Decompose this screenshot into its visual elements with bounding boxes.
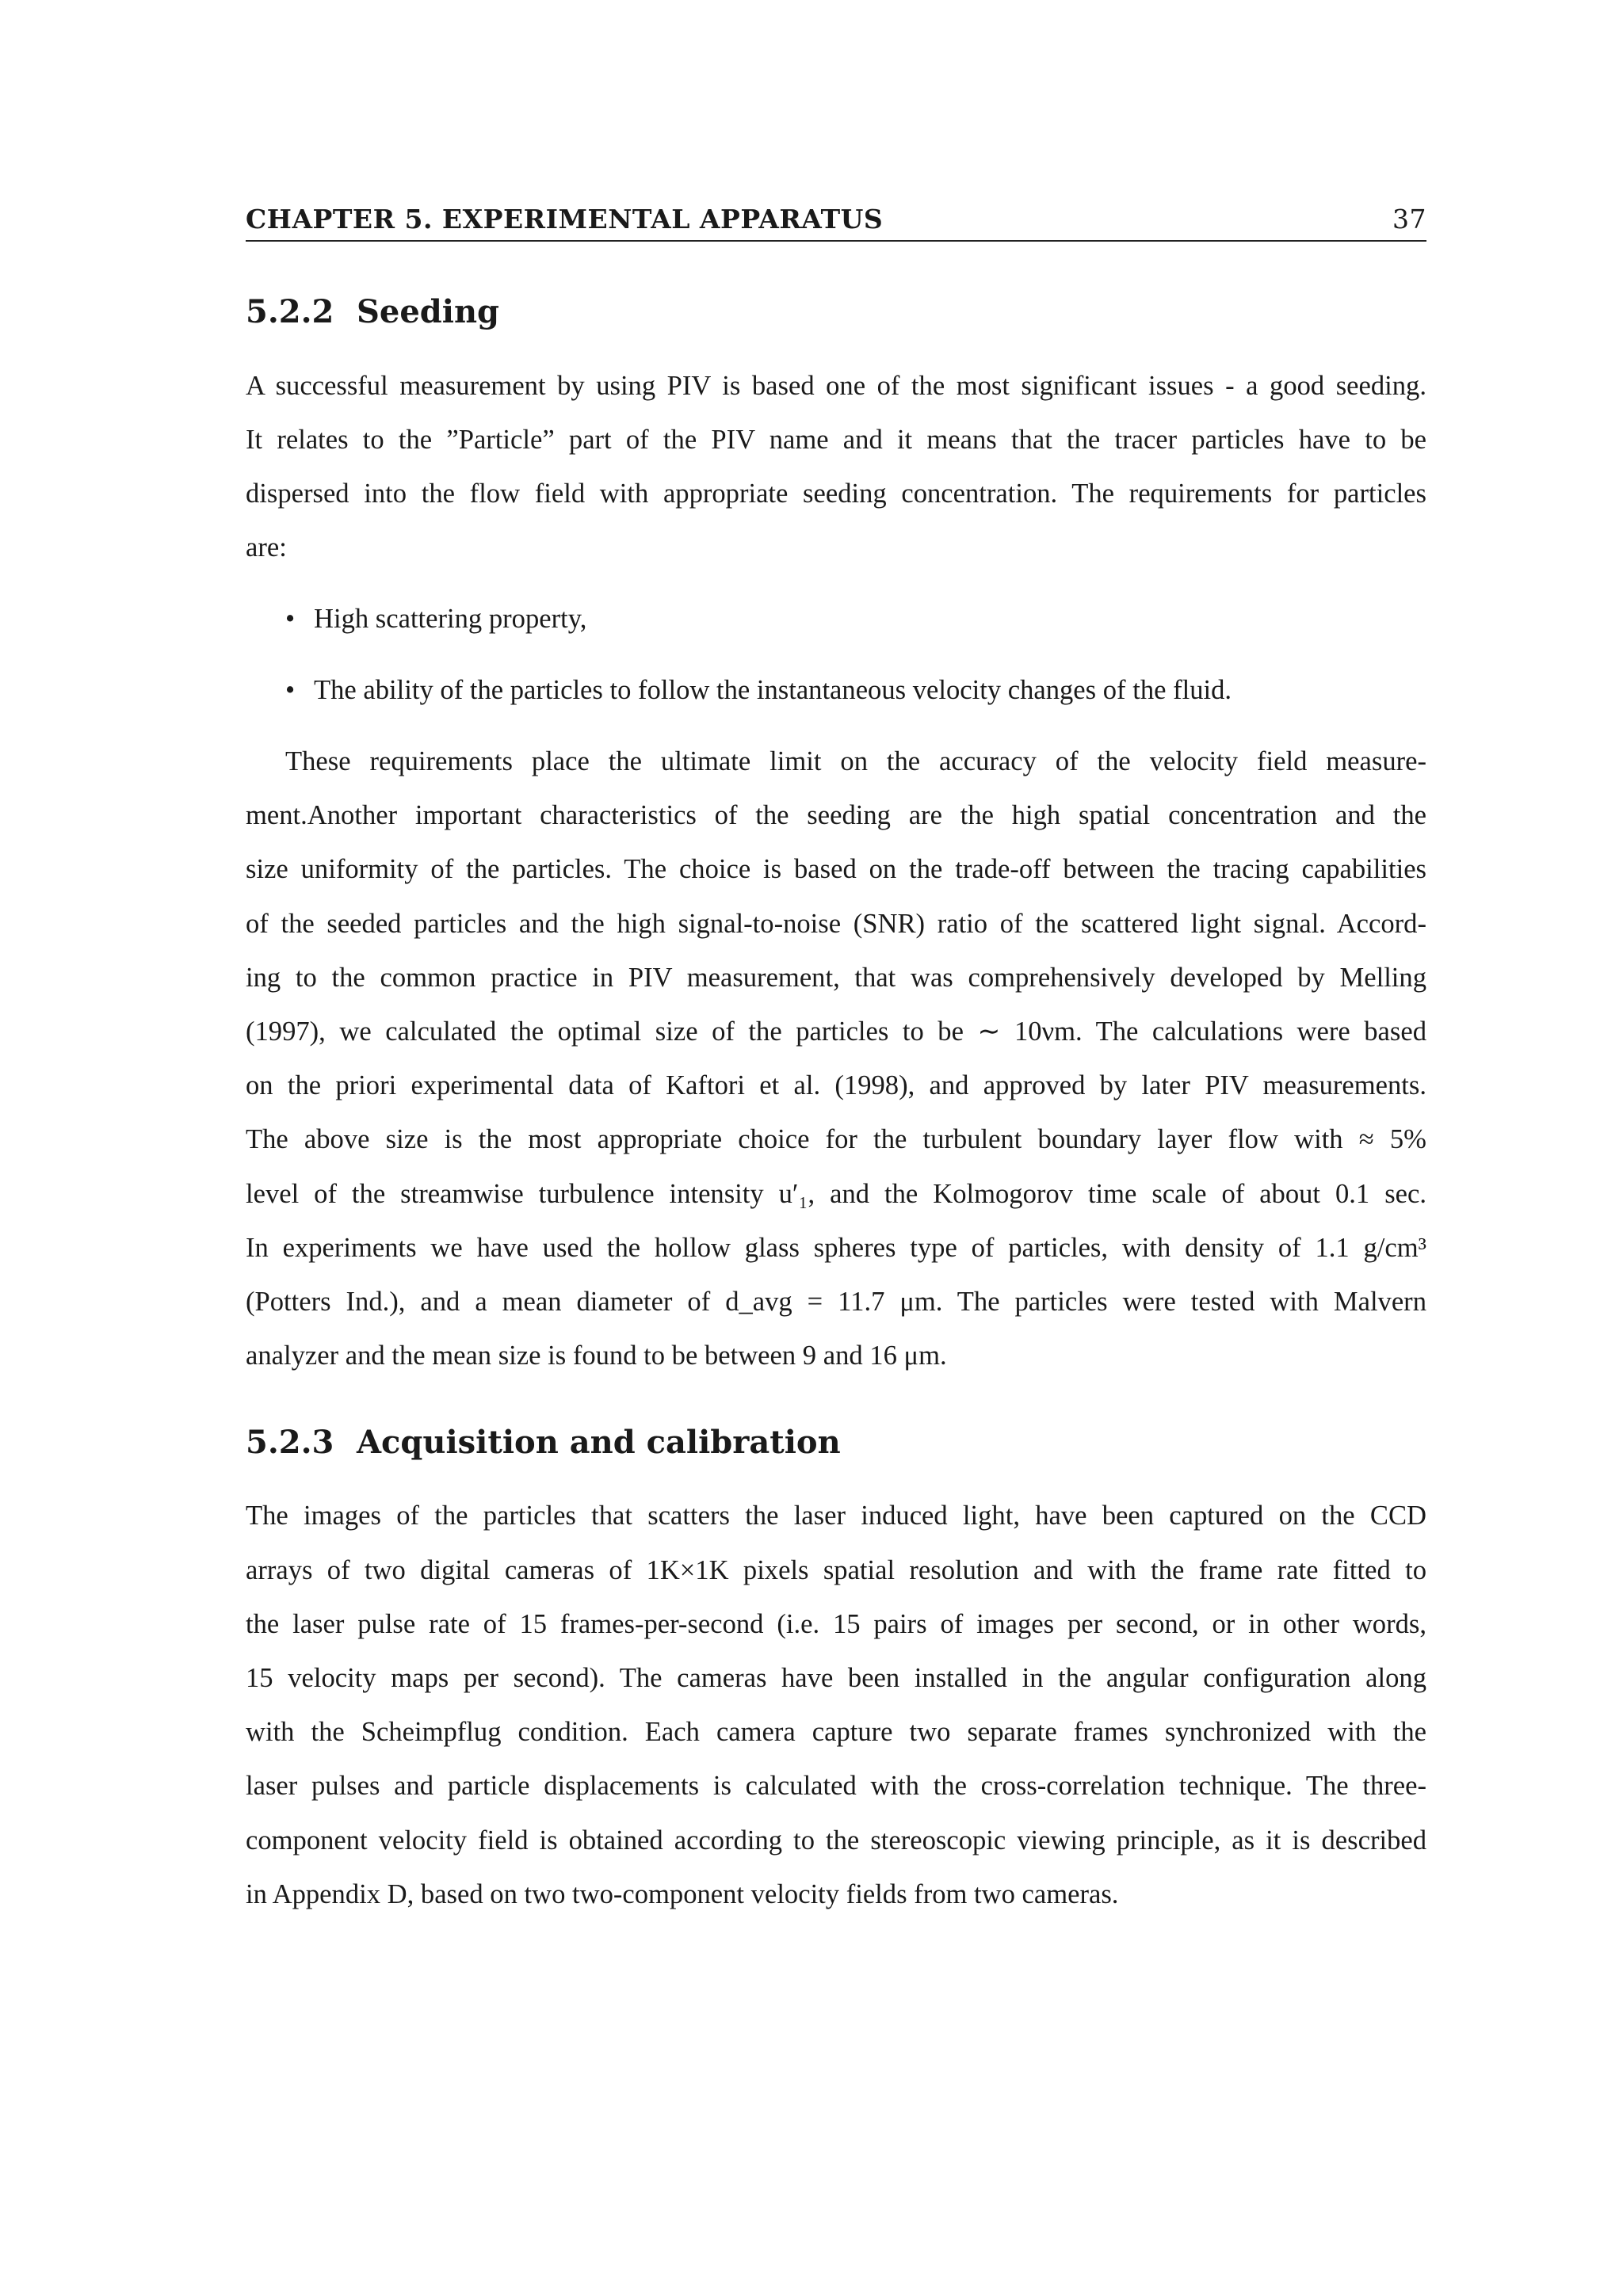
paragraph-line: are: xyxy=(246,532,287,563)
paragraph-line: level of the streamwise turbulence intensity u′₁, and the Kolmogorov time scale of about 0.1 sec. xyxy=(246,1179,1426,1209)
section-heading-seeding xyxy=(246,293,499,330)
paragraph-line: analyzer and the mean size is found to be between 9 and 16 μm. xyxy=(246,1341,947,1371)
paragraph-line: arrays of two digital cameras of 1K×1K pixels spatial resolution and with the frame rate fitted to xyxy=(246,1555,1426,1585)
paragraph-line: It relates to the ”Particle” part of the PIV name and it means that the tracer particles have to be xyxy=(246,425,1426,455)
paragraph-line: ing to the common practice in PIV measurement, that was comprehensively developed by Melling xyxy=(246,963,1426,993)
paragraph-line: of the seeded particles and the high signal-to-noise (SNR) ratio of the scattered light signal. Accord- xyxy=(246,909,1426,939)
paragraph-line: (Potters Ind.), and a mean diameter of d_avg = 11.7 μm. The particles were tested with Malvern xyxy=(246,1287,1426,1317)
paragraph-line: laser pulses and particle displacements is calculated with the cross-correlation technique. The three- xyxy=(246,1771,1426,1801)
section-number: 5.2.2 xyxy=(246,293,334,330)
paragraph-line: In experiments we have used the hollow glass spheres type of particles, with density of 1.1 g/cm³ xyxy=(246,1233,1426,1263)
paragraph-line: The above size is the most appropriate choice for the turbulent boundary layer flow with ≈ 5% xyxy=(246,1124,1426,1154)
bullet-icon: • xyxy=(285,675,296,705)
paragraph-line: with the Scheimpflug condition. Each camera capture two separate frames synchronized with the xyxy=(246,1717,1426,1747)
section-number: 5.2.3 xyxy=(246,1424,334,1461)
paragraph-line: A successful measurement by using PIV is based one of the most significant issues - a good seeding. xyxy=(246,371,1426,401)
section-heading-acquisition xyxy=(246,1424,841,1461)
paragraph-line: the laser pulse rate of 15 frames-per-second (i.e. 15 pairs of images per second, or in other words, xyxy=(246,1609,1426,1639)
bullet-icon: • xyxy=(285,604,296,634)
paragraph-line: These requirements place the ultimate limit on the accuracy of the velocity field measure- xyxy=(285,746,1426,776)
document-page: CHAPTER 5. EXPERIMENTAL APPARATUS 37 5.2.2 Seeding A successful measurement by using PIV is based one of the most significant issues - a good seeding. It relates to the ”Particle” part of the PIV name and it means that the tracer particles have to be dispersed into the flow field with appropriate seeding concentration. The requirements for particles are: • High scattering property, • The ability of the particles to follow the instantaneous velocity changes of the fluid. These requirements place the ultimate limit on the accuracy of the velocity field measure- ment.Another important characteristics of the seeding are the high spatial concentration and the size uniformity of the particles. The choice is based on the trade-off between the tracing capabilities of the seeded particles and the high signal-to-noise (SNR) ratio of the scattered light signal. Accord- ing to the common practice in PIV measurement, that was comprehensively developed by Melling (1997), we calculated the optimal size of the particles to be ∼ 10νm. The calculations were based on the priori experimental data of Kaftori et al. (1998), and approved by later PIV measurements. The above size is the most appropriate choice for the turbulent boundary layer flow with ≈ 5% level of the streamwise turbulence intensity u′₁, and the Kolmogorov time scale of about 0.1 sec. In experiments we have used the hollow glass spheres type of particles, with density of 1.1 g/cm³ (Potters Ind.), and a mean diameter of d_avg = 11.7 μm. The particles were tested with Malvern analyzer and the mean size is found to be between 9 and 16 μm. 5.2.3 Acquisition and calibration The images of the particles that scatters the laser induced light, have been captured on the CCD arrays of two digital cameras of 1K×1K pixels spatial resolution and with the frame rate fitted to the laser pulse rate of 15 frames-per-second (i.e. 15 pairs of images per second, or in other words, 15 velocity maps per second). The cameras have been installed in the angular configuration along with the Scheimpflug condition. Each camera capture two separate frames synchronized with the laser pulses and particle displacements is calculated with the cross-correlation technique. The three- component velocity field is obtained according to the stereoscopic viewing principle, as it is described in Appendix D, based on two two-component velocity fields from two cameras. xyxy=(246,204,1426,1909)
paragraph-line: ment.Another important characteristics of the seeding are the high spatial concentration and the xyxy=(246,800,1426,830)
paragraph-line: dispersed into the flow field with appropriate seeding concentration. The requirements for particles xyxy=(246,479,1426,509)
paragraph-line: on the priori experimental data of Kaftori et al. (1998), and approved by later PIV measurements. xyxy=(246,1070,1426,1100)
paragraph-line: 15 velocity maps per second). The cameras have been installed in the angular configuration along xyxy=(246,1663,1426,1693)
section-title: Acquisition and calibration xyxy=(357,1424,841,1461)
paragraph-line: size uniformity of the particles. The choice is based on the trade-off between the tracing capabilities xyxy=(246,854,1426,884)
section-title: Seeding xyxy=(357,293,499,330)
running-header xyxy=(246,202,1426,242)
paragraph-line: The images of the particles that scatters the laser induced light, have been captured on the CCD xyxy=(246,1501,1426,1531)
chapter-title: CHAPTER 5. EXPERIMENTAL APPARATUS xyxy=(246,204,884,235)
paragraph-line: (1997), we calculated the optimal size of the particles to be ∼ 10νm. The calculations were based xyxy=(246,1016,1426,1047)
paragraph-line: component velocity field is obtained according to the stereoscopic viewing principle, as it is described xyxy=(246,1825,1426,1855)
page-number: 37 xyxy=(1392,204,1426,235)
paragraph-line: in Appendix D, based on two two-component velocity fields from two cameras. xyxy=(246,1879,1119,1909)
